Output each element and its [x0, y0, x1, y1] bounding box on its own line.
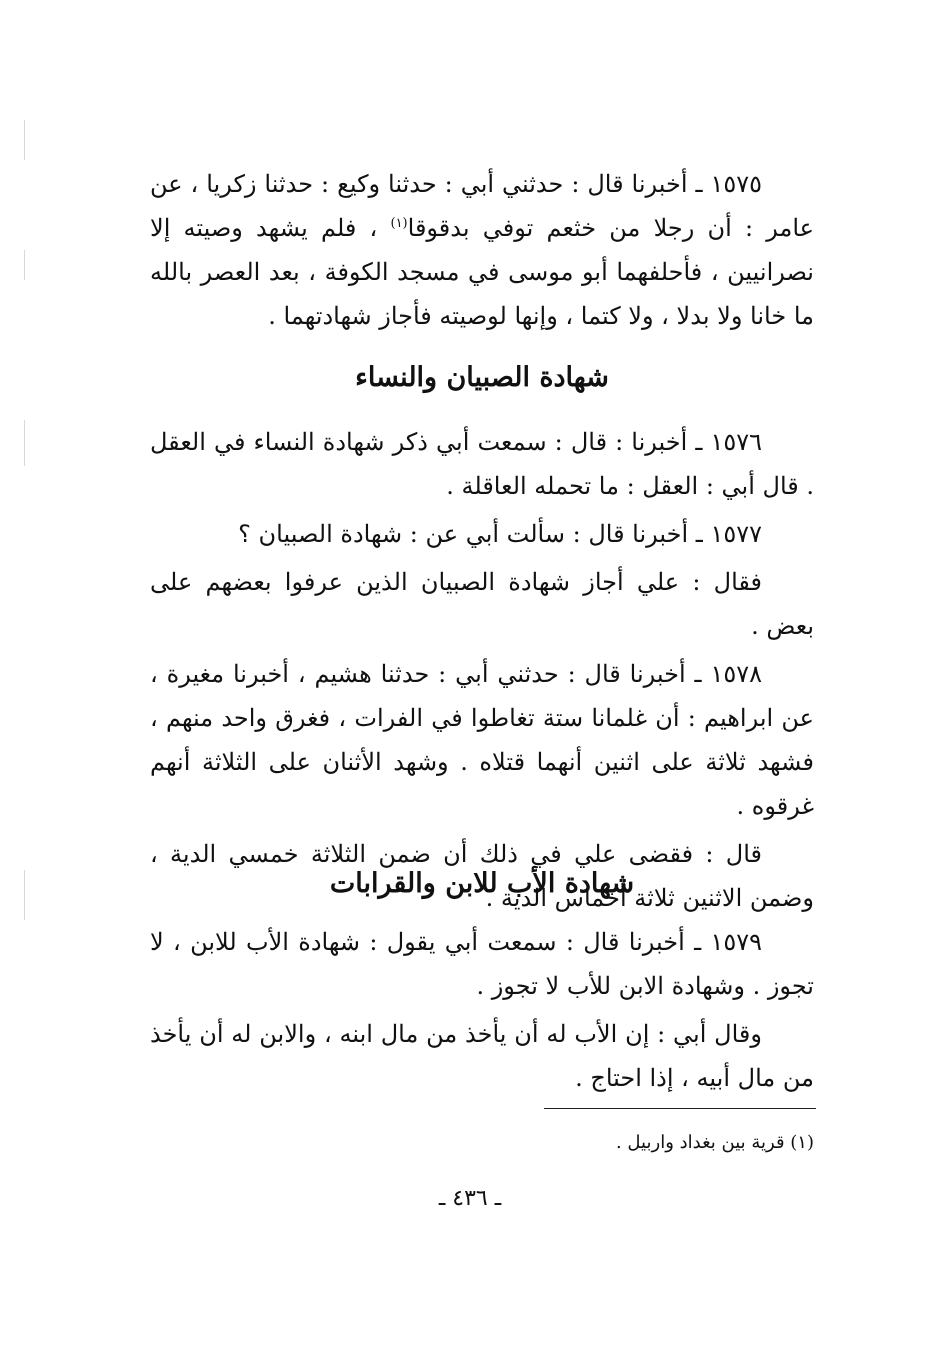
- paragraph-1575-continuation: ، فلم يشهد وصيته إلا نصرانيين ، فأحلفهما أبو موسى في مسجد الكوفة ، بعد العصر بالله ما خانا ولا بدلا ، ولا كتما ، وإنها لوصيته فأجاز شهادتهما .: [150, 214, 814, 330]
- section-heading-witness-father-son: شهادة الأب للابن والقرابات: [329, 868, 635, 899]
- footnote-reference: (١): [390, 216, 408, 231]
- hadith-1575: [150, 162, 814, 338]
- paragraph-1578: ١٥٧٨ ـ أخبرنا قال : حدثني أبي : حدثنا هشيم ، أخبرنا مغيرة ، عن ابراهيم : أن غلمانا ستة تغاطوا في الفرات ، فغرق واحد منهم ، فشهد ثلاثة على اثنين أنهما قتلاه . وشهد الأثنان على الثلاثة أنهم غرقوه .: [150, 660, 814, 820]
- scan-margin-mark: [24, 870, 25, 920]
- paragraph-1579-continuation: وقال أبي : إن الأب له أن يأخذ من مال ابنه ، والابن له أن يأخذ من مال أبيه ، إذا احتاج .: [150, 1020, 814, 1092]
- paragraph-1579: ١٥٧٩ ـ أخبرنا قال : سمعت أبي يقول : شهادة الأب للابن ، لا تجوز . وشهادة الابن للأب لا تجوز .: [150, 928, 814, 1000]
- page-number: ـ ٤٣٦ ـ: [438, 1186, 502, 1211]
- scan-margin-mark: [24, 250, 25, 280]
- paragraph-1576: ١٥٧٦ ـ أخبرنا : قال : سمعت أبي ذكر شهادة النساء في العقل . قال أبي : العقل : ما تحمله العاقلة .: [150, 428, 814, 500]
- footnote-divider: [544, 1108, 816, 1109]
- hadith-1579: [150, 920, 814, 1100]
- section-heading-witness-children-women: شهادة الصبيان والنساء: [355, 362, 609, 393]
- hadith-1576-1578: [150, 420, 814, 920]
- paragraph-1575: [150, 162, 814, 338]
- scan-margin-mark: [24, 120, 25, 160]
- paragraph-1578-ruling: قال : فقضى علي في ذلك أن ضمن الثلاثة خمسي الدية ، وضمن الاثنين ثلاثة أخماس الدية .: [150, 840, 814, 912]
- paragraph-1577-answer: فقال : علي أجاز شهادة الصبيان الذين عرفوا بعضهم على بعض .: [150, 568, 814, 640]
- footnote: (١) قرية بين بغداد واربيل .: [615, 1132, 814, 1153]
- paragraph-1575-text: ١٥٧٥ ـ أخبرنا قال : حدثني أبي : حدثنا وكيع : حدثنا زكريا ، عن عامر : أن رجلا من خثعم توفي بدقوقا: [150, 170, 814, 242]
- scan-margin-mark: [24, 420, 25, 466]
- paragraph-1577: ١٥٧٧ ـ أخبرنا قال : سألت أبي عن : شهادة الصبيان ؟: [238, 520, 762, 548]
